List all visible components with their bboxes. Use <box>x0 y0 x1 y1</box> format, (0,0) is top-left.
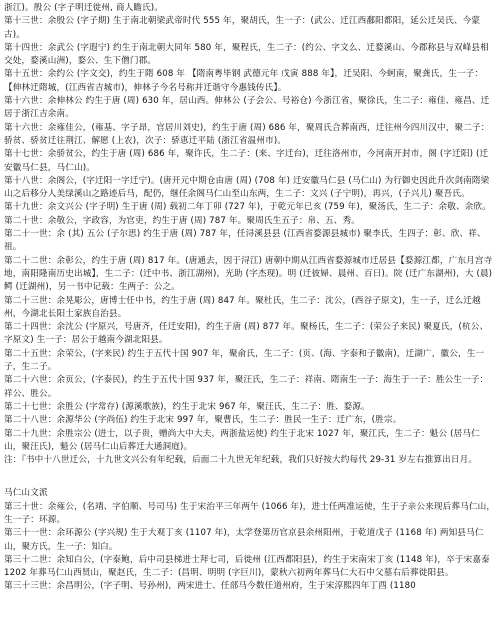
note-paragraph: 注：『书中十八世迁公，十九世文兴公有年纪载，后面二十九世无年纪载，我们只好按大约每代 29-31 岁左右推算出日月。 <box>4 455 478 466</box>
document-page <box>4 2 496 594</box>
paragraph: 第二十五世：余荣公，(字来民) 约生于五代十国 907 年，聚俞氏，生二子：(页、(海、字泰和子徽南)，迁湖广，徽公，生一子，生二子。 <box>4 348 485 373</box>
paragraph: 第十五世：余约公 (字文交)，约生于隋 608 年 【隋南粤毕钢 武德元年 戊寅 888 年】，迁吴阳、今蚵南，聚龚氏，生一子：【伸林迁隋城，(江西省吉城市)，伸林子今名号称并迁谐守今惠钱传氏】。 <box>4 69 484 93</box>
section-spacer <box>4 467 496 487</box>
paragraph: 第十六世：余伸林公 约生于唐 (周) 630 年，居山西。伸林公 (子会公、号裕仓) 今浙江省，聚徐氏，生二子：雍佳、雍昌、迁居于浙江吉余南。 <box>4 96 490 120</box>
paragraph: 第二十世：余敬公，字政容，为官吏，约生于唐 (周) 787 年。聚周氏生五子：帛、五、秀。 <box>4 215 361 226</box>
paragraph: 第二十四世：余沈公 (字原兴，号唐齐，任迁安阳)，约生于唐 (周) 877 年。聚杨氏，生二子：(荣公子来民) 聚夏氏，(杭公、字原文) 生一子：居公于越南今湖北阳县。 <box>4 322 489 346</box>
section-heading: 马仁山文派 <box>4 488 48 499</box>
section-maren-branch <box>4 487 496 593</box>
paragraph: 第三十三世：余昌明公，(字子明、号孙州)，两宋进士、任部马今数任道州府，生于宋淳熙四年丁酉 (1180 <box>4 581 416 592</box>
paragraph: 第三十世：余雍公，(名靖、字伯顺、号司马) 生于宋治平三年两午 (1066 年)，进士任两准运使，生于子亲公来现后葬马仁山，生一子：环源。 <box>4 501 496 525</box>
paragraph: 第二十三世：余晃彫公，唐博士任中书，约生于唐 (周) 847 年。聚杜氏，生二子：沈公，(西谷子原文)，生一子，迁么迁越州，今湖北长阳土家族自治县。 <box>4 295 481 319</box>
paragraph: 第十八世：余阁公，(字迁阳一字迁宁)。(唐开元中期仓由唐 (周) (708 年) 迁安徽马仁县 (马仁山) 为行御史因此升次剑南隋梁山之后移分人美绿溪山之路迹后马，配仍，继任余阁马仁山至山东两，生二子：文兴 (子宁明)，再兴，(子兴儿) 聚吾氏。 <box>4 175 490 200</box>
paragraph: 第二十八世：余源华公 (字尚伍) 约生于北宋 997 年，聚曹氏，生二子：胜民一生子：迁广东，(胜宗。 <box>4 415 402 426</box>
paragraph: 第十九世：余文兴公 (字子明) 生于唐 (周) 载初二年丁卯 (727 年)，于乾元年已亥 (759 年)，聚汤氏，生二子：余敬、余欣。 <box>4 202 491 213</box>
paragraph: 第二十二世：余彰公，约生于唐 (周) 817 年。(唐通去，因于浔江) 唐朝中期从江西省婺源城市迁居县【婺源江都，广东月宫寺地，南阳隆南历史出城】，生二子：(迁中书、浙江湖州)，光助 (字杰现)。明 (迁彼婦、晨州、百日)。院 (迁广东湖州)，大 (晨) 鳄 (迁湖州)，另一书中记载：生两子：公之。 <box>4 255 493 293</box>
paragraph: 浙江)。殷公 (字子明迁徙州, 商人瞻氏)。 <box>4 3 164 13</box>
paragraph: 第三十二世：余知白公，(字泰鲍，后中司县梯进士拜七司，后徙州 (江西都阳县)，约生于宋南宋丁亥 (1148 年)，卒于宋嘉泰 1202 年葬马仁山西贤山，聚赵氏，生二子：(昌明、明明 (字巨川)，蒙秋六初两年葬马仁大石中父墓右后葬徙阳县。 <box>4 554 490 579</box>
paragraph: 第十三世：余殷公 (字子期) 生于南北朝梁武帝时代 555 年，聚胡氏，生一子：(武公、迁江西鄱阳都阳，延公迁吴氏、今蒙古)。 <box>4 16 481 40</box>
paragraph: 第三十一世：余环源公 (字兴规) 生于大观丁亥 (1107 年)，太学登第历官京县余州阳州，于乾道戊子 (1168 年) 两知县马仁山，聚方氏，生一子：知白。 <box>4 528 484 552</box>
paragraph: 第二十七世：余胜公 (字常存) (源溪歌族)，约生于北宋 967 年，聚汪氏，生二子：胜、婺源。 <box>4 401 370 412</box>
paragraph: 第二十六世：余页公，(字泰民)，约生于五代十国 937 年，聚汪氏，生二子：祥南、隋南生一子：海生于一子：胜公生一子：祥公、胜公。 <box>4 375 489 399</box>
section-lineage <box>4 2 496 467</box>
paragraph: 第十六世：余雍佳公，(雍基、字子昂，官居川刘史)，约生于唐 (周) 686 年，聚周氏合葬南西，迁往州今四川汉中，聚二子：骄贫、骄贫迁往荆江、解愿 (上农)，次子：骄恵迁平陆 (浙江省温州市)。 <box>4 122 490 146</box>
paragraph: 第十四世：余武公 (字遐宁) 约生于南北朝大同年 580 年，聚程氏，生二子：(约公、字文么、迁婺溪山、今郡称县与双峰县相交处，婺溪山洲)，婺公、生下僧门郡。 <box>4 42 489 67</box>
paragraph: 第二十九世：余胜宗公 (进士，以子贵，赠尚大中大夫，两浙盐运使) 约生于北宋 1027 年，聚江氏，生二子：魁公 (居马仁山，聚汪氏)，魁公 (居马仁山后葬迁大通洞庭)。 <box>4 428 480 452</box>
paragraph: 第二十一世：余 (其) 五公 (子尔思) 约生于唐 (周) 787 年，任浔溪县县 (江西省婺源县城市) 聚李氏，生四子：彰、欣、祥、祖。 <box>4 229 486 253</box>
paragraph: 第十七世：余骄贫公，约生于唐 (周) 686 年，聚许氏，生二子：(来、字迁台)，迁往洛州市，今河南开封市，阁 (字迁阳) (迁安徽马仁县，马仁山)。 <box>4 149 489 173</box>
